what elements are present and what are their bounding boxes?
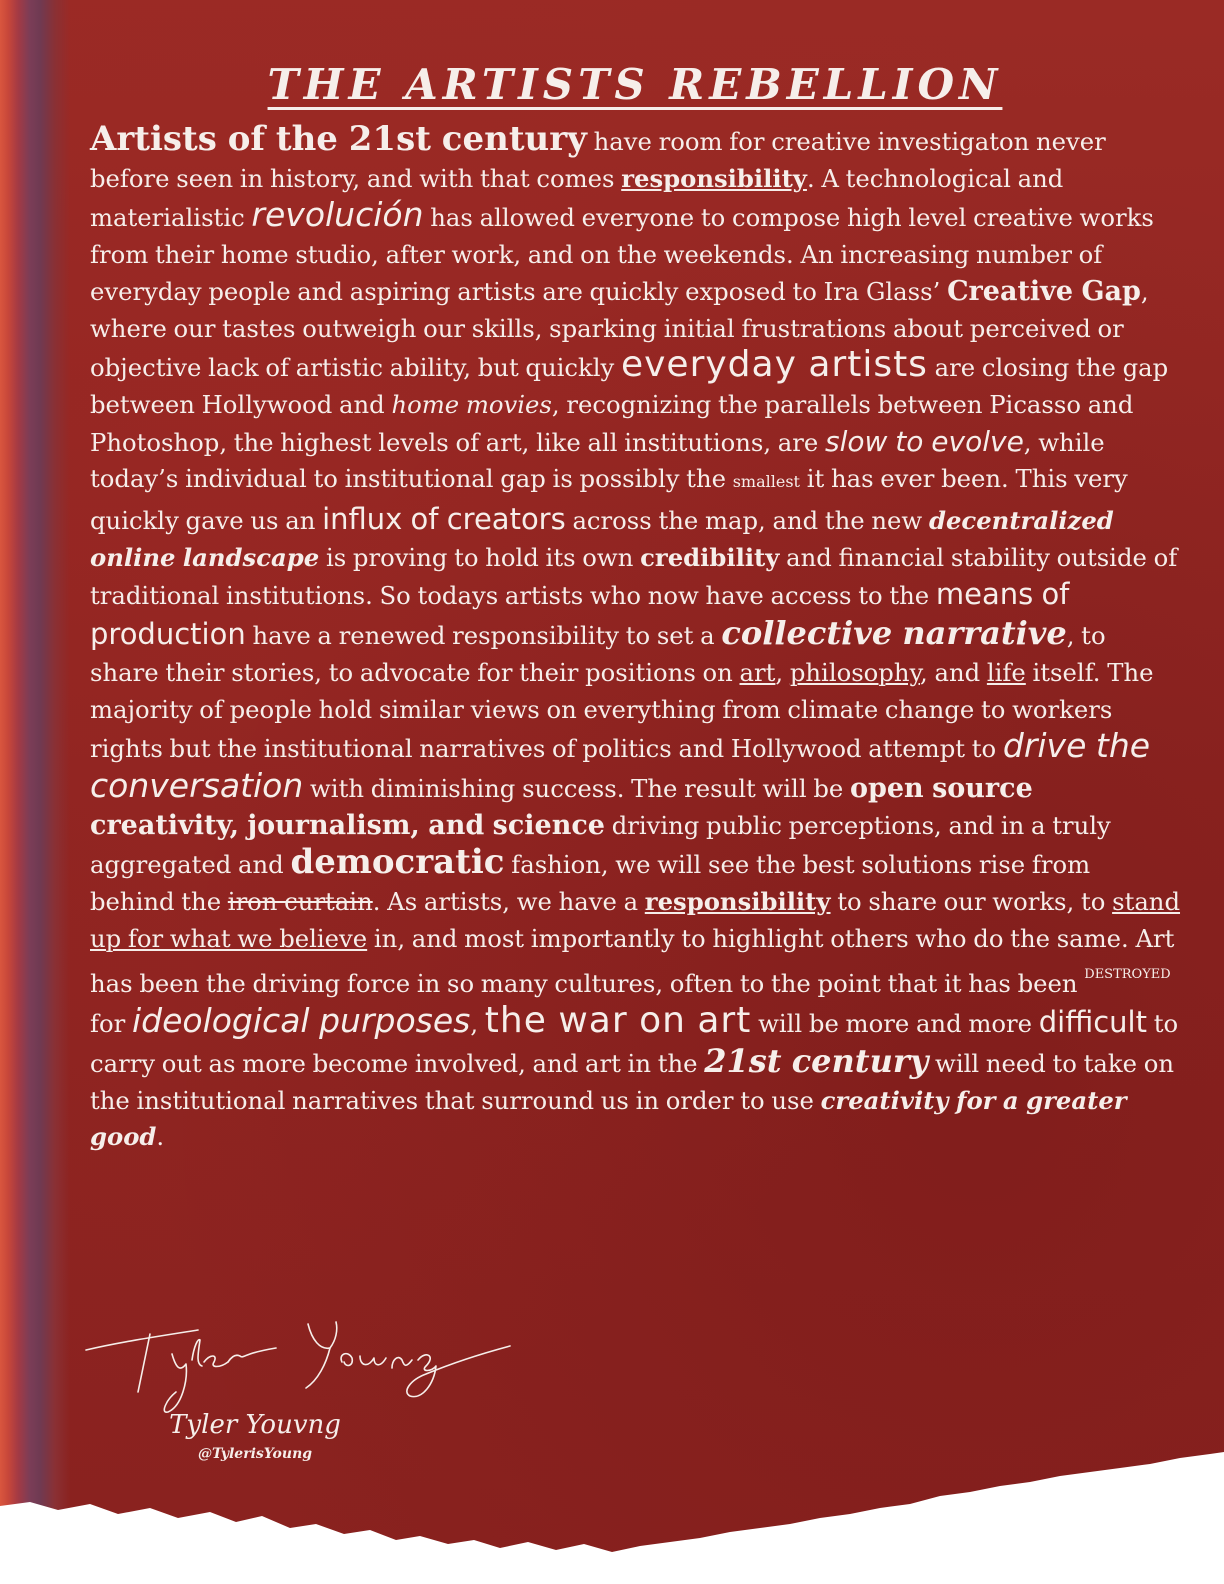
emphasis-ideological-purposes: ideological purposes: [131, 1001, 471, 1041]
body-text: has allowed everyone to compose high level creative works from their home studio, after work, and on the weekends. An increasing number of everyday people and aspiring artists are quickly exposed to Ira Glass’: [90, 203, 1154, 306]
manifesto-paragraph: [90, 121, 1180, 1156]
emphasis-responsibility: responsibility: [621, 163, 807, 193]
body-text: itself. The majority of people hold similar views on everything from climate change to workers rights but the institutional narratives of politics and Hollywood attempt to: [90, 657, 1154, 764]
emphasis-credibility: credibility: [640, 542, 780, 572]
emphasis-21st-century: 21st century: [704, 1041, 929, 1080]
handwritten-signature: [80, 1310, 520, 1420]
page-title-text: THE ARTISTS REBELLION: [267, 60, 1003, 109]
emphasis-life: life: [986, 657, 1026, 687]
body-text: , where our tastes outweigh our skills, sparking initial frustrations about perceived or objective lack of artistic ability, but quickly: [90, 276, 1149, 383]
content-area: [90, 60, 1180, 1156]
emphasis-war-on-art: the war on art: [484, 1000, 752, 1042]
body-text: . A technological and materialistic: [90, 163, 1064, 233]
body-text: .: [156, 1122, 165, 1152]
body-text: fashion, we will see the best solutions rise from behind the: [90, 850, 1091, 917]
emphasis-means-of-production: means of production: [90, 577, 1070, 652]
emphasis-art: art: [739, 657, 776, 687]
body-text: , while today’s individual to institutional gap is possibly the: [90, 427, 1105, 494]
body-text: have a renewed responsibility to set a: [245, 621, 722, 651]
emphasis-drive-the-conversation: drive the conversation: [90, 726, 1151, 805]
body-text: to share our works, to: [830, 887, 1113, 917]
emphasis-collective-narrative: collective narrative: [721, 614, 1067, 653]
body-text: will need to take on the institutional narratives that surround us in order to use: [90, 1048, 1175, 1115]
page-title: [90, 60, 1180, 109]
emphasis-destroyed: DESTROYED: [1084, 967, 1171, 983]
emphasis-iron-curtain: iron curtain: [227, 887, 373, 917]
body-text: is proving to hold its own: [319, 542, 641, 572]
emphasis-home-movies: home movies: [391, 389, 552, 419]
body-text: . As artists, we have a: [372, 887, 645, 917]
emphasis-influx-of-creators: influx of creators: [322, 502, 566, 537]
emphasis-decentralized-landscape: decentralized online landscape: [90, 506, 1114, 572]
emphasis-stand-up: stand up for what we believe: [90, 887, 1181, 953]
body-text: and financial stability outside of traditional institutions. So todays artists who now have access to the: [90, 542, 1178, 611]
emphasis-responsibility-2: responsibility: [644, 887, 831, 917]
body-text: , to share their stories, to advocate for their positions on: [90, 621, 1106, 687]
body-text: are closing the gap between Hollywood and: [90, 353, 1169, 419]
emphasis-democratic: democratic: [290, 842, 505, 883]
emphasis-revolucion: revolución: [251, 195, 424, 235]
emphasis-philosophy: philosophy: [789, 657, 921, 687]
emphasis-difficult: difficult: [1038, 1005, 1147, 1040]
emphasis-slow-to-evolve: slow to evolve: [824, 424, 1024, 458]
body-text: it has ever been. This very quickly gave us an: [90, 464, 1128, 536]
author-name: Tyler Youvng: [169, 1410, 341, 1440]
body-text: in, and most importantly to highlight others who do the same. Art has been the driving force in so many cultures, often to the point that it has been: [90, 923, 1175, 999]
body-text: driving public perceptions, and in a truly aggregated and: [90, 810, 1111, 880]
emphasis-open-source: open source creativity, journalism, and science: [90, 772, 1033, 841]
body-text: have room for creative investigaton never before seen in history, and with that comes: [90, 127, 1106, 193]
emphasis-creative-gap: Creative Gap: [947, 275, 1141, 307]
emphasis-smallest: smallest: [732, 472, 800, 492]
body-text: ,: [470, 1009, 485, 1039]
body-text: ,: [775, 657, 790, 687]
lead-phrase: Artists of the 21st century: [90, 119, 587, 159]
body-text: , and: [920, 657, 987, 687]
body-text: across the map, and the new: [565, 506, 929, 536]
torn-paper-edge: [0, 1444, 1224, 1584]
body-text: will be more and more: [751, 1009, 1039, 1039]
left-paint-bleed: [0, 0, 70, 1584]
body-text: , recognizing the parallels between Picasso and Photoshop, the highest levels of art, like all institutions, are: [90, 389, 1134, 457]
body-text: to carry out as more become involved, and art in the: [90, 1009, 1179, 1078]
body-text: with diminishing success. The result will be: [303, 773, 850, 803]
body-text: for: [90, 1009, 132, 1039]
author-handle: @TylerisYoung: [197, 1446, 313, 1462]
emphasis-everyday-artists: everyday artists: [620, 344, 928, 386]
emphasis-greater-good: creativity for a greater good: [90, 1085, 1127, 1152]
